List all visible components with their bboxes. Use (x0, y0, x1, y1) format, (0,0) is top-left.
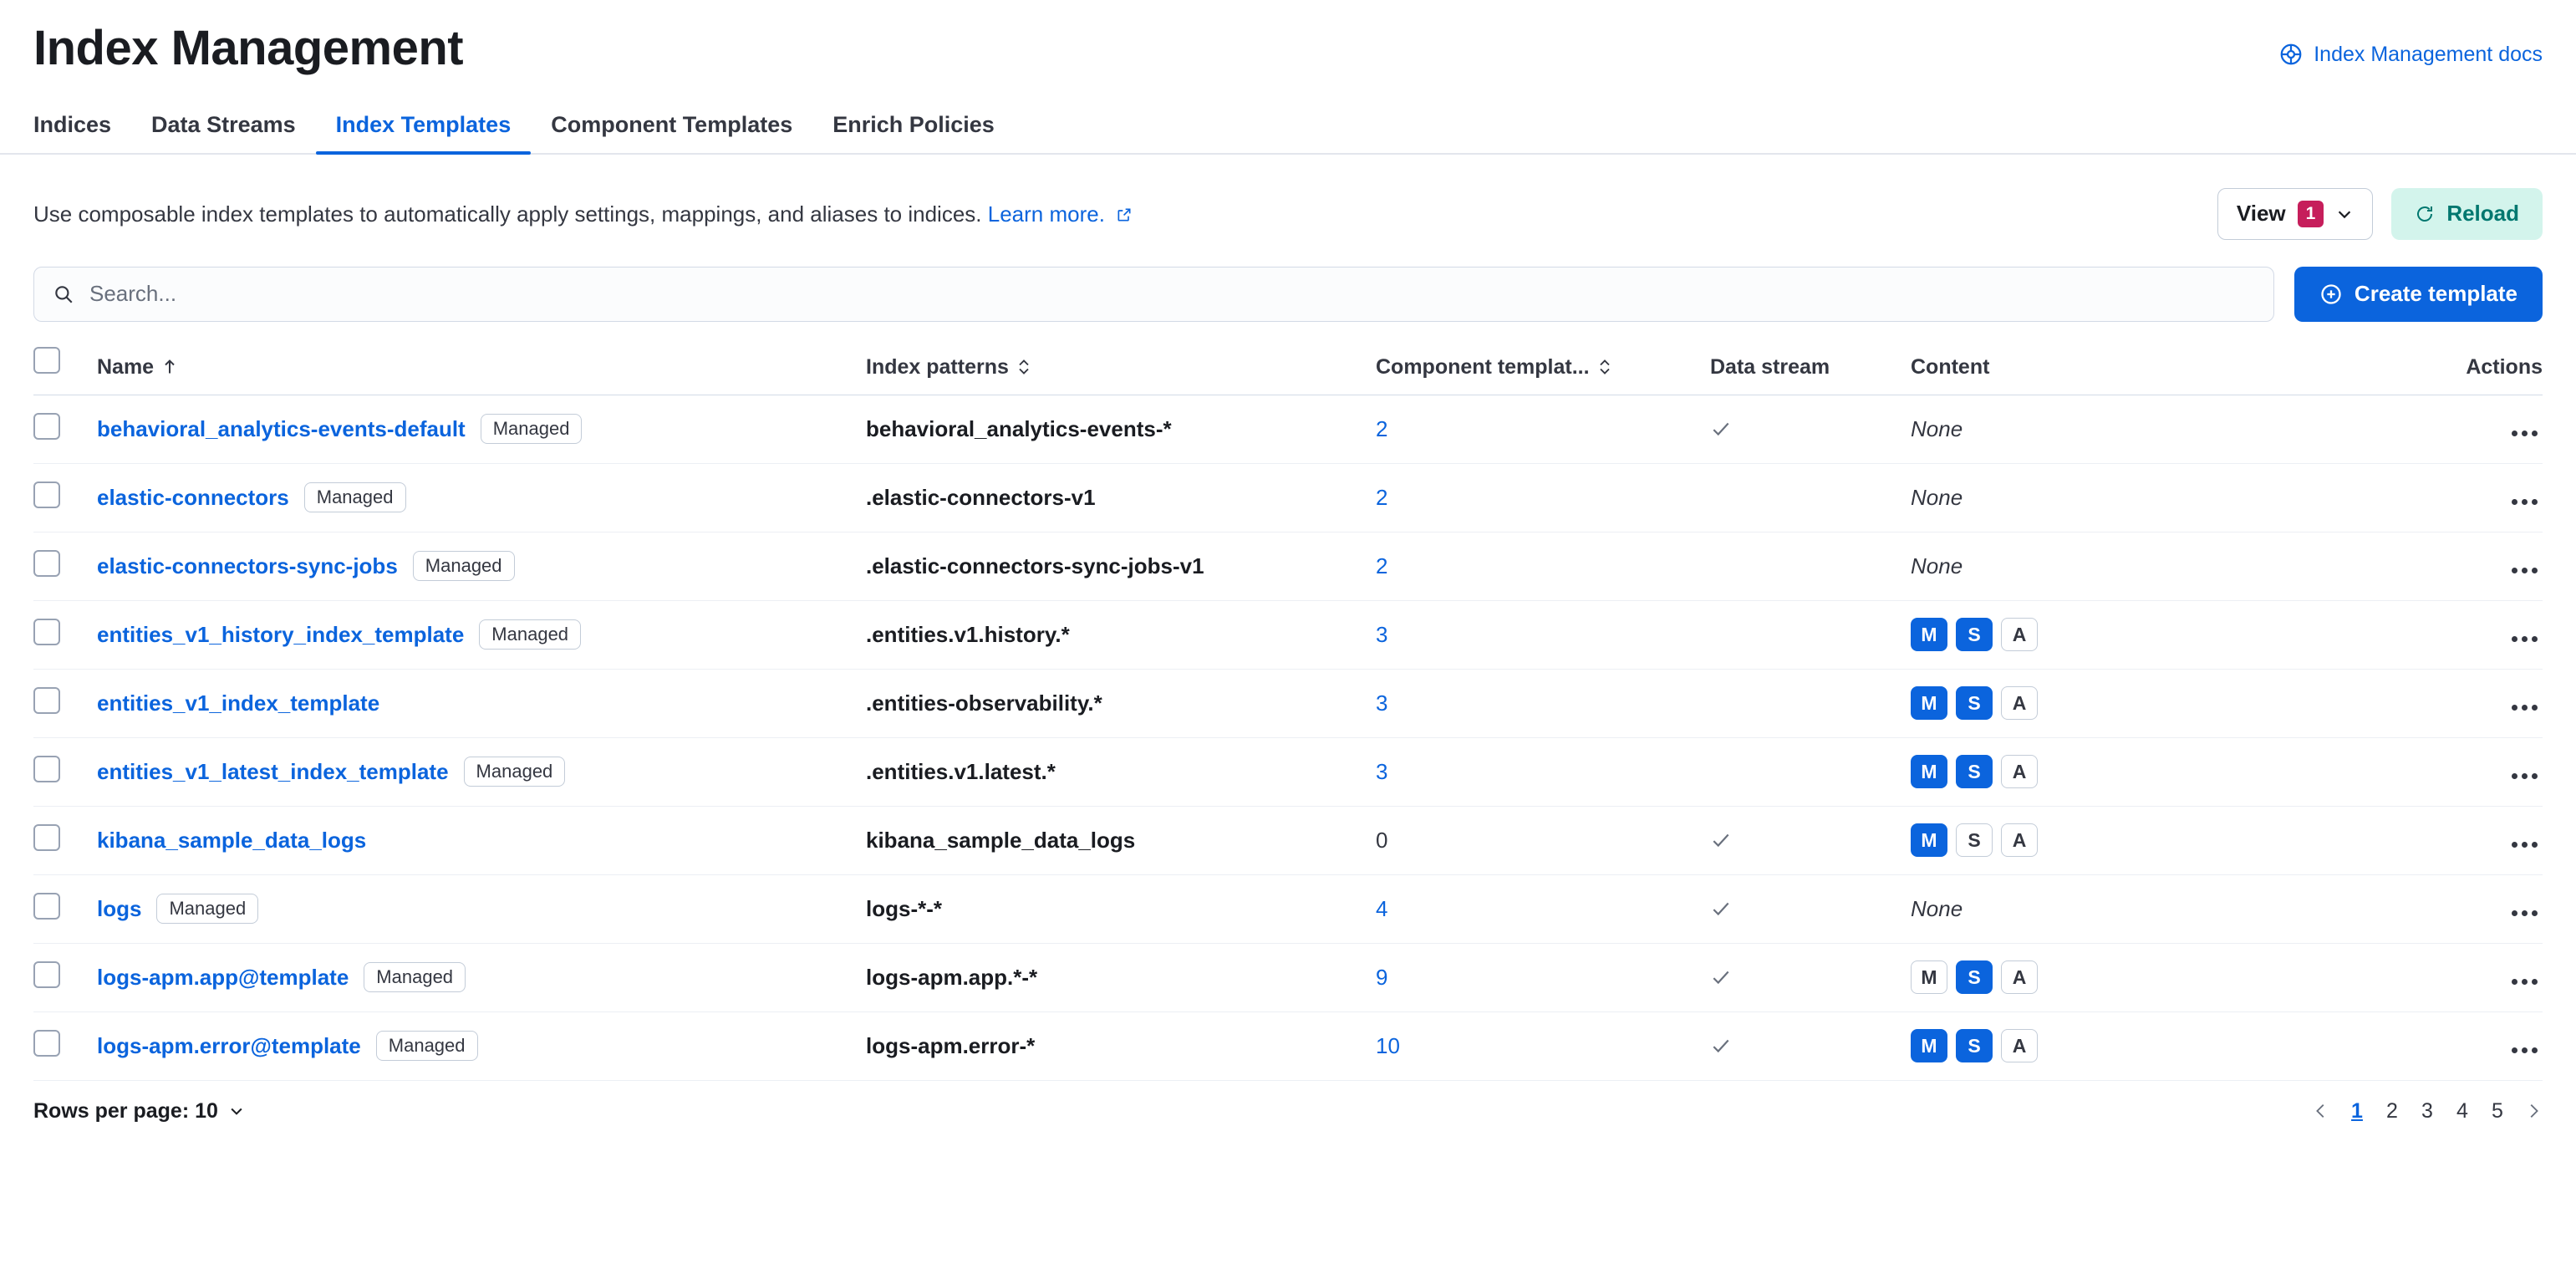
row-index-pattern-cell (866, 463, 1376, 532)
row-content-cell (1911, 395, 2417, 463)
row-index-pattern-cell (866, 874, 1376, 943)
row-actions-cell (2417, 1011, 2543, 1080)
rows-per-page-selector[interactable] (33, 1099, 245, 1124)
row-component-templates-cell (1376, 1011, 1710, 1080)
column-label-component-templates: Component templat... (1376, 354, 1590, 379)
row-data-stream-cell (1710, 943, 1911, 1011)
content-pill: A (2001, 823, 2038, 857)
component-templates-count[interactable]: 2 (1376, 553, 1388, 578)
content-pill: M (1911, 755, 1947, 788)
row-name-cell (97, 395, 866, 463)
template-name-link[interactable]: elastic-connectors-sync-jobs (97, 553, 398, 578)
row-content-cell (1911, 874, 2417, 943)
row-data-stream-cell (1710, 463, 1911, 532)
column-header-component-templates[interactable] (1376, 347, 1710, 395)
content-pill: A (2001, 686, 2038, 720)
sortable-icon (1598, 359, 1611, 375)
content-pill: S (1956, 823, 1993, 857)
content-none-label: None (1911, 415, 1963, 441)
column-header-data-stream (1710, 347, 1911, 395)
template-name-link[interactable]: entities_v1_latest_index_template (97, 758, 449, 784)
row-actions-menu-button[interactable] (2512, 568, 2543, 573)
row-select-cell (33, 463, 97, 532)
row-index-pattern-cell (866, 737, 1376, 806)
row-data-stream-cell (1710, 737, 1911, 806)
row-actions-cell (2417, 737, 2543, 806)
content-pill-group (1911, 823, 2417, 857)
row-name-cell (97, 669, 866, 737)
row-name-cell (97, 737, 866, 806)
row-actions-menu-button[interactable] (2512, 979, 2543, 985)
template-name-link[interactable]: elastic-connectors (97, 484, 289, 510)
column-label-actions: Actions (2466, 354, 2543, 379)
chevron-left-icon[interactable] (2312, 1100, 2330, 1122)
row-index-pattern-cell (866, 532, 1376, 600)
row-data-stream-cell (1710, 532, 1911, 600)
row-index-pattern-cell (866, 395, 1376, 463)
row-component-templates-cell (1376, 737, 1710, 806)
component-templates-count[interactable]: 10 (1376, 1032, 1400, 1058)
row-component-templates-cell (1376, 806, 1710, 874)
check-icon (1710, 829, 1911, 851)
pagination (2312, 1099, 2543, 1124)
row-index-pattern-cell (866, 1011, 1376, 1080)
row-actions-menu-button[interactable] (2512, 910, 2543, 916)
row-data-stream-cell (1710, 1011, 1911, 1080)
row-index-pattern-cell (866, 943, 1376, 1011)
row-actions-menu-button[interactable] (2512, 1047, 2543, 1053)
check-icon (1710, 966, 1911, 988)
page-button-4[interactable]: 4 (2456, 1098, 2468, 1123)
content-pill-group (1911, 960, 2417, 994)
component-templates-count[interactable]: 3 (1376, 621, 1388, 647)
row-data-stream-cell (1710, 669, 1911, 737)
plus-circle-icon (2319, 283, 2343, 306)
content-pill: A (2001, 960, 2038, 994)
column-header-name[interactable] (97, 347, 866, 395)
content-pill: S (1956, 960, 1993, 994)
managed-badge: Managed (304, 482, 406, 512)
tab-component-templates[interactable]: Component Templates (551, 111, 793, 137)
docs-link-label: Index Management docs (2314, 42, 2543, 66)
page-button-3[interactable]: 3 (2421, 1098, 2433, 1123)
page-title: Index Management (33, 21, 464, 75)
template-name-link[interactable]: behavioral_analytics-events-default (97, 415, 466, 441)
component-templates-count: 0 (1376, 827, 1388, 853)
index-pattern-value: logs-apm.error-* (866, 1032, 1036, 1058)
row-content-cell (1911, 737, 2417, 806)
row-actions-menu-button[interactable] (2512, 499, 2543, 505)
content-none-label: None (1911, 553, 1963, 578)
row-actions-cell (2417, 669, 2543, 737)
help-circle-icon (2278, 42, 2304, 67)
row-checkbox[interactable] (33, 413, 60, 440)
tab-data-streams[interactable]: Data Streams (151, 111, 296, 137)
row-name-cell (97, 1011, 866, 1080)
row-component-templates-cell (1376, 395, 1710, 463)
row-actions-menu-button[interactable] (2512, 636, 2543, 642)
index-pattern-value: .elastic-connectors-v1 (866, 484, 1096, 510)
managed-badge: Managed (481, 414, 583, 444)
row-checkbox[interactable] (33, 893, 60, 920)
component-templates-count[interactable]: 2 (1376, 484, 1388, 510)
row-content-cell (1911, 600, 2417, 669)
table-header-row (33, 347, 2543, 395)
create-template-label: Create template (2354, 281, 2517, 307)
managed-badge: Managed (376, 1031, 478, 1061)
table-row (33, 1011, 2543, 1080)
content-pill-group (1911, 755, 2417, 788)
reload-button[interactable] (2391, 188, 2543, 240)
page-header (0, 0, 2576, 74)
content-pill: M (1911, 618, 1947, 651)
view-filter-button[interactable] (2217, 188, 2373, 240)
chevron-down-icon (2335, 205, 2354, 223)
row-checkbox[interactable] (33, 482, 60, 508)
row-index-pattern-cell (866, 806, 1376, 874)
sortable-icon (1017, 359, 1031, 375)
content-none-label: None (1911, 484, 1963, 510)
content-pill: M (1911, 823, 1947, 857)
template-name-link[interactable]: entities_v1_index_template (97, 690, 380, 716)
row-select-cell (33, 532, 97, 600)
row-content-cell (1911, 806, 2417, 874)
check-icon (1710, 1035, 1911, 1057)
component-templates-count[interactable]: 3 (1376, 758, 1388, 784)
row-select-cell (33, 1011, 97, 1080)
row-checkbox[interactable] (33, 961, 60, 988)
content-pill: A (2001, 1029, 2038, 1062)
template-name-link[interactable]: entities_v1_history_index_template (97, 621, 465, 647)
content-pill: S (1956, 755, 1993, 788)
row-actions-cell (2417, 532, 2543, 600)
column-label-index-patterns: Index patterns (866, 354, 1009, 379)
row-index-pattern-cell (866, 600, 1376, 669)
tab-enrich-policies[interactable]: Enrich Policies (832, 111, 995, 137)
managed-badge: Managed (464, 757, 566, 787)
content-pill: A (2001, 618, 2038, 651)
row-name-cell (97, 806, 866, 874)
index-pattern-value: .entities.v1.latest.* (866, 758, 1056, 784)
row-checkbox[interactable] (33, 756, 60, 782)
toolbar-actions (2217, 188, 2543, 240)
row-checkbox[interactable] (33, 687, 60, 714)
search-placeholder: Search... (89, 281, 177, 307)
table-row (33, 874, 2543, 943)
row-actions-menu-button[interactable] (2512, 773, 2543, 779)
managed-badge: Managed (364, 962, 466, 992)
content-pill-group (1911, 618, 2417, 651)
page-button-2[interactable]: 2 (2386, 1098, 2398, 1123)
create-template-button[interactable] (2294, 267, 2543, 322)
search-row (0, 267, 2576, 322)
row-content-cell (1911, 669, 2417, 737)
row-actions-cell (2417, 600, 2543, 669)
chevron-down-icon (228, 1103, 245, 1119)
reload-button-label: Reload (2446, 201, 2519, 227)
managed-badge: Managed (479, 619, 581, 650)
content-none-label: None (1911, 895, 1963, 921)
learn-more-link[interactable]: Learn more. (987, 201, 1105, 227)
search-icon (53, 283, 74, 305)
content-pill: A (2001, 755, 2038, 788)
row-select-cell (33, 737, 97, 806)
component-templates-count[interactable]: 3 (1376, 690, 1388, 716)
row-component-templates-cell (1376, 600, 1710, 669)
row-checkbox[interactable] (33, 1030, 60, 1057)
row-checkbox[interactable] (33, 824, 60, 851)
row-data-stream-cell (1710, 806, 1911, 874)
content-pill: M (1911, 686, 1947, 720)
template-name-link[interactable]: logs-apm.app@template (97, 964, 349, 990)
template-name-link[interactable]: kibana_sample_data_logs (97, 827, 367, 853)
content-pill-group (1911, 686, 2417, 720)
content-pill: M (1911, 1029, 1947, 1062)
chevron-right-icon[interactable] (2524, 1100, 2543, 1122)
row-actions-menu-button[interactable] (2512, 842, 2543, 848)
content-pill: S (1956, 1029, 1993, 1062)
index-pattern-value: behavioral_analytics-events-* (866, 415, 1172, 441)
rows-per-page-label: Rows per page: 10 (33, 1098, 218, 1123)
row-actions-cell (2417, 463, 2543, 532)
tab-index-templates[interactable]: Index Templates (316, 112, 532, 153)
row-select-cell (33, 395, 97, 463)
view-count-badge: 1 (2298, 201, 2324, 227)
column-header-index-patterns[interactable] (866, 347, 1376, 395)
description-row (0, 188, 2576, 240)
row-actions-cell (2417, 874, 2543, 943)
index-pattern-value: logs-apm.app.*-* (866, 964, 1038, 990)
table-body (33, 395, 2543, 1080)
template-name-link[interactable]: logs (97, 895, 142, 921)
index-pattern-value: kibana_sample_data_logs (866, 827, 1136, 853)
row-name-cell (97, 600, 866, 669)
select-all-checkbox[interactable] (33, 347, 60, 374)
row-select-cell (33, 806, 97, 874)
row-actions-cell (2417, 943, 2543, 1011)
content-pill-group (1911, 1029, 2417, 1062)
table-row (33, 600, 2543, 669)
refresh-icon (2415, 204, 2435, 224)
page-button-5[interactable]: 5 (2492, 1098, 2503, 1123)
check-icon (1710, 418, 1911, 440)
row-name-cell (97, 463, 866, 532)
column-label-content: Content (1911, 354, 1990, 379)
row-component-templates-cell (1376, 669, 1710, 737)
row-checkbox[interactable] (33, 550, 60, 577)
templates-table (0, 347, 2576, 1081)
component-templates-count[interactable]: 2 (1376, 415, 1388, 441)
column-label-data-stream: Data stream (1710, 354, 1830, 379)
description-sentence: Use composable index templates to automatically apply settings, mappings, and aliases to indices. (33, 201, 982, 227)
table-row (33, 463, 2543, 532)
table-row (33, 806, 2543, 874)
content-pill: M (1911, 960, 1947, 994)
table-footer (0, 1081, 2576, 1124)
content-pill: S (1956, 618, 1993, 651)
row-name-cell (97, 943, 866, 1011)
index-pattern-value: logs-*-* (866, 895, 942, 921)
table-row (33, 737, 2543, 806)
managed-badge: Managed (413, 551, 515, 581)
row-select-cell (33, 600, 97, 669)
component-templates-count[interactable]: 9 (1376, 964, 1388, 990)
row-name-cell (97, 874, 866, 943)
row-component-templates-cell (1376, 532, 1710, 600)
page-button-1[interactable]: 1 (2351, 1098, 2363, 1123)
index-pattern-value: .entities-observability.* (866, 690, 1102, 716)
content-pill: S (1956, 686, 1993, 720)
row-name-cell (97, 532, 866, 600)
table-row (33, 669, 2543, 737)
row-content-cell (1911, 1011, 2417, 1080)
column-header-actions (2417, 347, 2543, 395)
index-pattern-value: .entities.v1.history.* (866, 621, 1070, 647)
row-component-templates-cell (1376, 943, 1710, 1011)
template-name-link[interactable]: logs-apm.error@template (97, 1032, 361, 1058)
row-component-templates-cell (1376, 874, 1710, 943)
managed-badge: Managed (156, 894, 258, 924)
external-link-icon (1116, 206, 1133, 223)
row-actions-cell (2417, 395, 2543, 463)
column-header-content (1911, 347, 2417, 395)
tab-indices[interactable]: Indices (33, 111, 112, 137)
index-management-docs-link[interactable] (2278, 42, 2543, 67)
row-actions-cell (2417, 806, 2543, 874)
row-data-stream-cell (1710, 395, 1911, 463)
row-index-pattern-cell (866, 669, 1376, 737)
table-row (33, 395, 2543, 463)
row-actions-menu-button[interactable] (2512, 431, 2543, 436)
row-checkbox[interactable] (33, 619, 60, 645)
tab-bar (0, 103, 2576, 155)
index-pattern-value: .elastic-connectors-sync-jobs-v1 (866, 553, 1204, 578)
asc-arrow-icon (162, 359, 177, 375)
row-actions-menu-button[interactable] (2512, 705, 2543, 711)
check-icon (1710, 898, 1911, 920)
table-row (33, 532, 2543, 600)
description-text (33, 199, 1133, 229)
row-data-stream-cell (1710, 600, 1911, 669)
row-select-cell (33, 943, 97, 1011)
view-button-label: View (2236, 201, 2286, 227)
search-input[interactable] (33, 267, 2274, 322)
row-content-cell (1911, 943, 2417, 1011)
row-select-cell (33, 669, 97, 737)
row-data-stream-cell (1710, 874, 1911, 943)
column-label-name: Name (97, 354, 155, 379)
row-content-cell (1911, 463, 2417, 532)
row-component-templates-cell (1376, 463, 1710, 532)
row-select-cell (33, 874, 97, 943)
table-row (33, 943, 2543, 1011)
row-content-cell (1911, 532, 2417, 600)
select-all-header (33, 347, 97, 395)
component-templates-count[interactable]: 4 (1376, 895, 1388, 921)
